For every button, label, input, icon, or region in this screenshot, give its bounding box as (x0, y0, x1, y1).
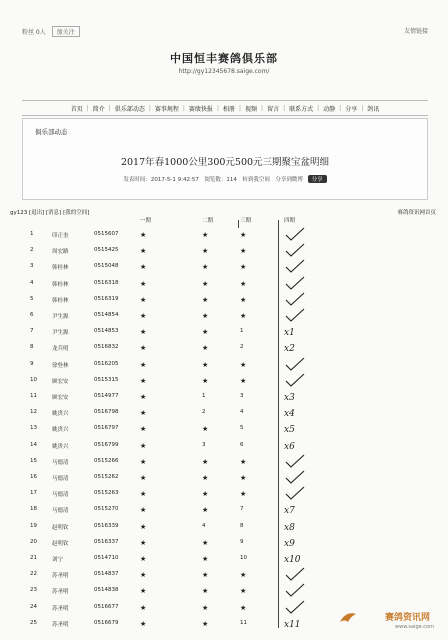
period-1-mark: ★ (140, 490, 147, 499)
period-3-mark: 11 (240, 619, 247, 626)
owner-name: 韩桂林 (52, 265, 69, 272)
user-links[interactable]: gy123 [退出] [消息] [我的空间] (10, 210, 90, 216)
period-2-mark: ★ (202, 344, 209, 353)
nav-separator: | (148, 104, 151, 112)
period-1-mark: ★ (140, 279, 147, 288)
header-period-1: 一期 (140, 218, 152, 224)
period-1-mark: ★ (140, 441, 147, 450)
nav-item[interactable]: 鸽讯 (367, 105, 380, 113)
owner-name: 马德清 (52, 459, 69, 466)
owner-name: 苏圣明 (52, 589, 69, 596)
period-3-mark: ★ (240, 295, 247, 304)
period-2-mark: ★ (202, 263, 209, 272)
ring-number: 0516679 (94, 619, 119, 626)
share-button[interactable]: 分享 (308, 175, 327, 183)
ring-number: 0516677 (94, 603, 119, 610)
period-3-mark: ★ (240, 360, 247, 369)
ring-number: 0515315 (94, 376, 119, 383)
period-3-mark: 5 (240, 425, 244, 432)
period-2-mark: 2 (202, 409, 206, 416)
owner-name: 韩桂林 (52, 281, 69, 288)
period-3-mark: ★ (240, 279, 247, 288)
ring-number: 0515048 (94, 263, 119, 270)
row-number: 11 (30, 393, 37, 399)
owner-name: 赵明钦 (52, 540, 69, 547)
period-2-mark: ★ (202, 376, 209, 385)
row-number: 23 (30, 587, 37, 594)
period-3-mark: ★ (240, 263, 247, 272)
site-url[interactable]: http://gy12345678.saige.com/ (178, 68, 270, 75)
ring-number: 0516318 (94, 279, 119, 286)
period-3-mark: ★ (240, 457, 247, 466)
nav-item[interactable]: 联系方式 (289, 105, 314, 113)
ring-number: 0514853 (94, 328, 119, 335)
handwritten-mark: x1 (284, 328, 295, 339)
handwritten-check-icon (284, 373, 306, 387)
nav-item[interactable]: 留言 (267, 105, 280, 113)
period-2-mark: ★ (202, 538, 209, 547)
owner-name: 姚贵兴 (52, 427, 69, 434)
ring-number: 0515266 (94, 457, 119, 464)
handwritten-check-icon (284, 567, 306, 581)
period-1-mark: ★ (140, 295, 147, 304)
nav-separator: | (86, 104, 89, 112)
period-1-mark: ★ (140, 344, 147, 353)
ring-number: 0514837 (94, 571, 119, 578)
row-number: 8 (30, 344, 34, 351)
handwritten-check-icon (284, 470, 306, 484)
period-1-mark: ★ (140, 571, 147, 580)
period-2-mark: ★ (202, 603, 209, 612)
handwritten-mark: x10 (284, 555, 301, 565)
ring-number: 0515607 (94, 231, 119, 237)
row-number: 7 (30, 328, 34, 335)
period-2-mark: ★ (202, 231, 209, 239)
row-number: 5 (30, 295, 34, 302)
site-logo (338, 608, 434, 630)
period-3-mark: ★ (240, 474, 247, 482)
friend-links-link[interactable]: 友情链接 (403, 28, 428, 35)
period-2-mark: 3 (202, 441, 206, 448)
main-nav (22, 100, 428, 116)
nav-separator: | (283, 104, 286, 112)
row-number: 24 (30, 603, 37, 610)
handwritten-mark: x8 (284, 522, 295, 533)
period-2-mark: ★ (202, 571, 209, 580)
period-2-mark: ★ (202, 587, 209, 596)
home-link[interactable]: 赛鸽资讯网首页 (397, 210, 436, 216)
row-number: 16 (30, 474, 37, 480)
ring-number: 0514854 (94, 312, 119, 318)
ring-number: 0515262 (94, 474, 119, 480)
handwritten-check-icon (284, 227, 306, 241)
row-number: 9 (30, 360, 34, 367)
section-title: 俱乐部动态 (35, 128, 68, 136)
row-number: 13 (30, 425, 37, 432)
handwritten-check-icon (284, 454, 306, 468)
owner-name: 马德清 (52, 492, 69, 499)
period-2-mark: ★ (202, 457, 209, 466)
period-3-mark: 10 (240, 555, 247, 561)
nav-item[interactable]: 动静 (323, 105, 336, 113)
period-2-mark: ★ (202, 490, 209, 499)
nav-separator: | (261, 104, 264, 112)
period-3-mark: ★ (240, 376, 247, 385)
period-1-mark: ★ (140, 409, 147, 418)
nav-separator: | (339, 104, 342, 112)
owner-name: 韩桂林 (52, 297, 69, 304)
ring-number: 0514710 (94, 555, 119, 561)
row-number: 17 (30, 490, 37, 497)
period-2-mark: ★ (202, 425, 209, 434)
ring-number: 0516339 (94, 522, 119, 529)
handwritten-mark: x7 (284, 506, 295, 517)
handwritten-mark: x5 (284, 425, 295, 436)
period-1-mark: ★ (140, 376, 147, 385)
period-1-mark: ★ (140, 247, 147, 256)
handwritten-check-icon (284, 292, 306, 306)
handwritten-check-icon (284, 308, 306, 322)
period-3-mark: 7 (240, 506, 244, 513)
period-1-mark: ★ (140, 312, 147, 320)
row-number: 4 (30, 279, 34, 286)
nav-item[interactable]: 相册 (222, 105, 235, 113)
ring-number: 0516319 (94, 295, 119, 302)
handwritten-check-icon (284, 276, 306, 290)
ring-number: 0515270 (94, 506, 119, 513)
top-bar (22, 24, 428, 38)
handwritten-check-icon (284, 486, 306, 500)
nav-separator: | (216, 104, 219, 112)
ring-number: 0516797 (94, 425, 119, 432)
period-3-mark: ★ (240, 312, 247, 320)
period-2-mark: ★ (202, 295, 209, 304)
owner-name: 苏圣明 (52, 621, 69, 628)
nav-item[interactable]: 分享 (345, 105, 358, 113)
nav-item[interactable]: 简介 (92, 105, 105, 113)
row-number: 15 (30, 457, 37, 464)
row-number: 21 (30, 555, 37, 561)
period-2-mark: 1 (202, 393, 206, 399)
owner-name: 徐登林 (52, 362, 69, 369)
period-1-mark: ★ (140, 538, 147, 547)
ring-number: 0514977 (94, 393, 119, 399)
nav-item[interactable]: 俱乐部动态 (114, 105, 145, 113)
owner-name: 马德清 (52, 508, 69, 515)
results-table (22, 216, 430, 630)
article-meta-text: 发表时间：2017-5-1 9:42:57 阅览数：114 转到我空间 分享到微博 (123, 177, 303, 183)
header-period-2: 二期 (202, 218, 214, 224)
fans-count: 粉丝 0人 (22, 29, 46, 36)
period-1-mark: ★ (140, 457, 147, 466)
period-2-mark: ★ (202, 360, 209, 369)
header-period-3: 三期 (240, 218, 252, 224)
row-number: 2 (30, 247, 34, 254)
handwritten-mark: x3 (284, 393, 295, 403)
row-number: 6 (30, 312, 34, 318)
ring-number: 0516337 (94, 538, 119, 545)
nav-separator: | (317, 104, 320, 112)
handwritten-check-icon (284, 583, 306, 597)
period-1-mark: ★ (140, 474, 147, 482)
ring-number: 0516799 (94, 441, 119, 448)
ring-number: 0516798 (94, 409, 119, 416)
period-3-mark: 6 (240, 441, 244, 448)
period-2-mark: ★ (202, 247, 209, 256)
article-panel (22, 118, 428, 200)
owner-name: 顾宏安 (52, 395, 69, 401)
period-2-mark: ★ (202, 619, 209, 628)
header-period-4: 四期 (284, 218, 296, 224)
owner-name: 龙兵明 (52, 346, 69, 353)
owner-name: 马德清 (52, 476, 69, 482)
follow-button[interactable]: 加关注 (52, 26, 80, 37)
row-number: 20 (30, 538, 37, 545)
owner-name: 印正奎 (52, 233, 69, 239)
owner-name: 苏圣明 (52, 605, 69, 612)
logo-name: 赛鸽资讯网 (384, 613, 430, 623)
period-3-mark: ★ (240, 490, 247, 499)
period-1-mark: ★ (140, 506, 147, 515)
logo-url: www.saige.com (395, 624, 434, 630)
handwritten-mark: x9 (284, 538, 295, 549)
owner-name: 苏圣明 (52, 573, 69, 580)
period-3-mark: ★ (240, 247, 247, 256)
owner-name: 姚贵兴 (52, 443, 69, 450)
ring-number: 0515425 (94, 247, 119, 254)
period-2-mark: ★ (202, 474, 209, 482)
period-2-mark: 4 (202, 522, 206, 529)
pigeon-icon (338, 608, 358, 628)
article-title: 2017年春1000公里300元500元三期聚宝盆明细 (120, 157, 330, 168)
row-number: 10 (30, 376, 37, 383)
ring-number: 0516832 (94, 344, 119, 351)
row-number: 3 (30, 263, 34, 270)
period-1-mark: ★ (140, 393, 147, 401)
handwritten-mark: x4 (284, 409, 295, 420)
period-1-mark: ★ (140, 555, 147, 563)
period-2-mark: ★ (202, 312, 209, 320)
handwritten-check-icon (284, 243, 306, 257)
period-3-mark: 8 (240, 522, 244, 529)
ring-number: 0516205 (94, 360, 119, 367)
nav-separator: | (238, 104, 242, 112)
handwritten-mark: x6 (284, 441, 295, 452)
site-title: 中国恒丰赛鸽俱乐部 (170, 52, 278, 65)
handwritten-check-icon (284, 357, 306, 371)
period-1-mark: ★ (140, 522, 147, 531)
period-3-mark: ★ (240, 571, 247, 580)
period-3-mark: ★ (240, 231, 247, 239)
period-2-mark: ★ (202, 279, 209, 288)
ring-number: 0515263 (94, 490, 119, 497)
period-1-mark: ★ (140, 603, 147, 612)
period-2-mark: ★ (202, 555, 209, 563)
handwritten-mark: x11 (284, 619, 301, 630)
period-3-mark: 9 (240, 538, 244, 545)
period-2-mark: ★ (202, 328, 209, 337)
owner-name: 周宏路 (52, 249, 69, 256)
handwritten-mark: x2 (284, 344, 295, 355)
ring-number: 0514838 (94, 587, 119, 594)
owner-name: 尹生源 (52, 330, 69, 337)
nav-separator: | (108, 104, 111, 112)
period-1-mark: ★ (140, 425, 147, 434)
article-meta (23, 175, 427, 183)
owner-name: 姚贵兴 (52, 411, 69, 418)
nav-item[interactable]: 赛事规程 (154, 105, 179, 113)
period-1-mark: ★ (140, 587, 147, 596)
period-3-mark: 2 (240, 344, 244, 351)
owner-name: 顾宏安 (52, 378, 69, 385)
nav-item[interactable]: 赛绩快报 (188, 105, 213, 113)
period-1-mark: ★ (140, 263, 147, 272)
nav-separator: | (361, 104, 364, 112)
period-3-mark: 4 (240, 409, 244, 416)
period-2-mark: ★ (202, 506, 209, 515)
nav-item[interactable]: 首页 (70, 105, 83, 113)
row-number: 14 (30, 441, 37, 448)
period-3-mark: ★ (240, 587, 247, 596)
period-3-mark: 1 (240, 328, 244, 335)
handwritten-check-icon (284, 600, 306, 614)
row-number: 12 (30, 409, 37, 416)
period-3-mark: ★ (240, 603, 247, 612)
period-1-mark: ★ (140, 328, 147, 337)
row-number: 22 (30, 571, 37, 578)
handwritten-check-icon (284, 259, 306, 273)
period-1-mark: ★ (140, 360, 147, 369)
period-3-mark: 3 (240, 393, 244, 399)
row-number: 19 (30, 522, 37, 529)
period-1-mark: ★ (140, 231, 147, 239)
row-number: 25 (30, 619, 37, 626)
owner-name: 赵明钦 (52, 524, 69, 531)
nav-item[interactable]: 视频 (245, 105, 258, 113)
owner-name: 刘宁 (52, 557, 64, 563)
nav-separator: | (182, 104, 185, 112)
owner-name: 尹生源 (52, 314, 69, 320)
period-1-mark: ★ (140, 619, 147, 628)
row-number: 1 (30, 231, 34, 237)
row-number: 18 (30, 506, 37, 513)
